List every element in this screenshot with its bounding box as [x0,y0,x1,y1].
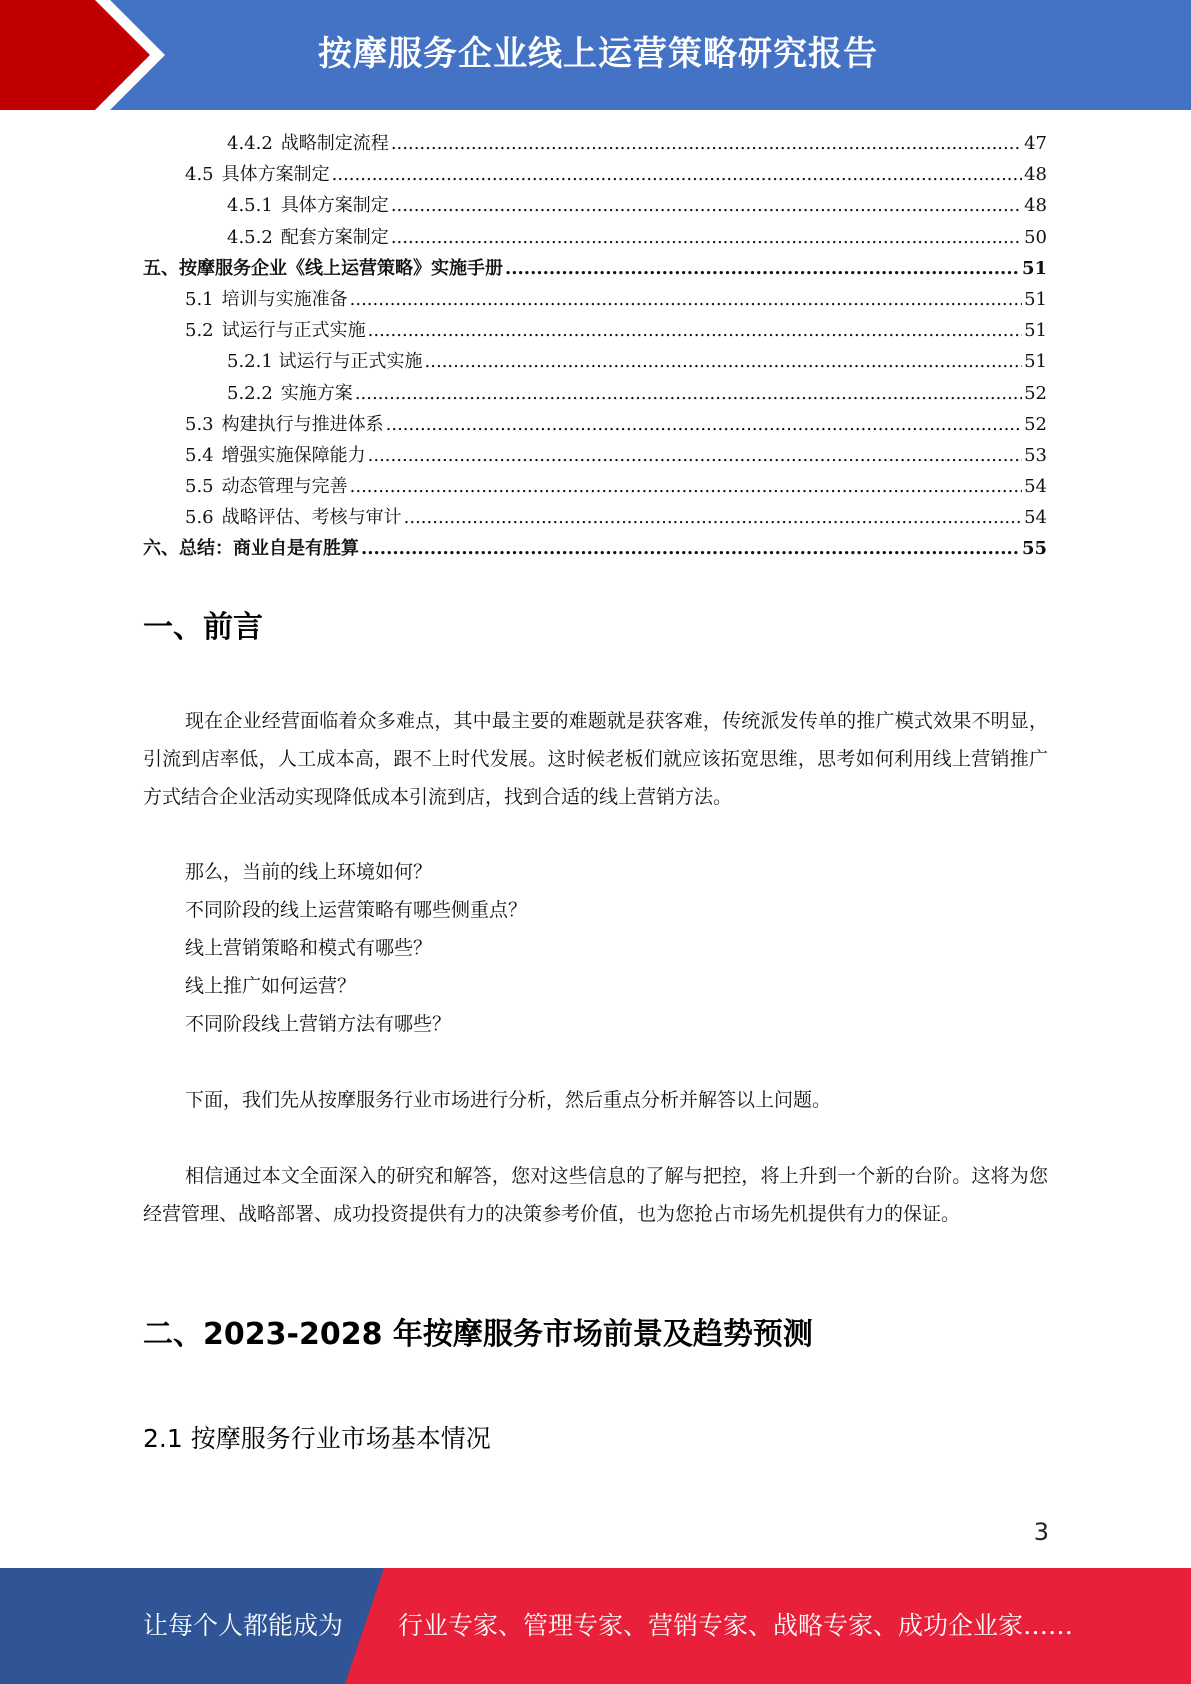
toc-page-number: 50 [1024,226,1047,248]
toc-entry-title: 5.2.1 试运行与正式实施 [227,351,423,373]
toc-entry-number: 4.5 [185,164,214,186]
toc-leader-dots [355,378,1022,409]
toc-entry[interactable] [143,253,1047,284]
toc-entry-title: 具体方案制定 [280,195,389,217]
table-of-contents [143,128,1047,565]
toc-entry-number: 5.2.2 [227,382,273,404]
toc-entry-number: 4.5.2 [227,226,273,248]
page-footer [0,1568,1191,1684]
toc-page-number: 47 [1024,133,1047,154]
toc-entry-title: 实施方案 [280,382,353,404]
toc-page-number: 54 [1024,507,1047,529]
toc-leader-dots [361,533,1020,564]
toc-entry[interactable] [143,346,1047,377]
question-item: 不同阶段线上营销方法有哪些？ [185,1013,452,1035]
toc-entry-number: 5.5 [185,476,214,498]
toc-page-number: 55 [1021,538,1047,560]
toc-entry[interactable] [143,378,1047,409]
toc-leader-dots [368,440,1022,471]
toc-page-number: 53 [1024,444,1047,466]
toc-entry-title: 试运行与正式实施 [221,320,366,342]
toc-entry-title: 六、总结：商业自是有胜算 [143,538,359,560]
toc-page-number: 54 [1024,476,1047,498]
toc-leader-dots [505,253,1020,284]
toc-entry[interactable] [143,315,1047,346]
toc-leader-dots [391,128,1022,159]
question-item: 线上推广如何运营？ [185,975,357,997]
toc-leader-dots [332,159,1022,190]
toc-entry-title: 配套方案制定 [280,226,389,248]
page-header [0,0,1191,110]
toc-entry-number: 5.2 [185,320,214,342]
toc-entry-title: 具体方案制定 [221,164,330,186]
section-heading-intro: 一、前言 [143,610,263,645]
page-number: 3 [1033,1518,1049,1546]
report-title: 按摩服务企业线上运营策略研究报告 [318,34,878,74]
toc-entry-title: 构建执行与推进体系 [221,413,384,435]
toc-page-number: 51 [1024,351,1047,373]
question-item: 线上营销策略和模式有哪些？ [185,937,433,959]
toc-page-number: 52 [1024,382,1047,404]
toc-entry-number: 5.3 [185,413,214,435]
toc-leader-dots [391,222,1022,253]
toc-leader-dots [350,284,1022,315]
subsection-heading: 2.1 按摩服务行业市场基本情况 [143,1424,491,1453]
toc-entry-number: 4.5.1 [227,195,273,217]
toc-entry[interactable] [143,190,1047,221]
toc-entry-title: 五、按摩服务企业《线上运营策略》实施手册 [143,257,503,279]
toc-entry[interactable] [143,533,1047,564]
intro-paragraph-2: 下面，我们先从按摩服务行业市场进行分析，然后重点分析并解答以上问题。 [185,1089,832,1111]
toc-leader-dots [391,190,1022,221]
toc-entry-title: 战略制定流程 [280,133,389,154]
toc-entry[interactable] [143,409,1047,440]
toc-entry[interactable] [143,222,1047,253]
toc-page-number: 48 [1024,195,1047,217]
toc-page-number: 51 [1024,288,1047,310]
toc-page-number: 52 [1024,413,1047,435]
toc-leader-dots [404,502,1022,533]
toc-entry[interactable] [143,128,1047,159]
toc-entry[interactable] [143,284,1047,315]
toc-entry-number: 5.6 [185,507,214,529]
toc-leader-dots [386,409,1022,440]
question-item: 那么，当前的线上环境如何？ [185,861,433,883]
toc-page-number: 48 [1024,164,1047,186]
toc-leader-dots [425,346,1023,377]
toc-leader-dots [350,471,1022,502]
section-heading-market: 二、2023-2028 年按摩服务市场前景及趋势预测 [143,1317,813,1352]
toc-entry[interactable] [143,502,1047,533]
toc-entry[interactable] [143,471,1047,502]
toc-entry-number: 5.1 [185,288,214,310]
toc-page-number: 51 [1024,320,1047,342]
toc-leader-dots [368,315,1022,346]
intro-paragraph-3: 相信通过本文全面深入的研究和解答，您对这些信息的了解与把控，将上升到一个新的台阶。这将为您经营管理、战略部署、成功投资提供有力的决策参考价值，也为您抢占市场先机提供有力的保证。 [143,1165,1048,1225]
toc-entry-number: 5.4 [185,444,214,466]
toc-entry-title: 战略评估、考核与审计 [221,507,402,529]
toc-entry-title: 动态管理与完善 [221,476,348,498]
toc-page-number: 51 [1021,257,1047,279]
footer-slogan-left: 让每个人都能成为 [143,1611,344,1640]
question-item: 不同阶段的线上运营策略有哪些侧重点？ [185,899,528,921]
toc-entry-number: 4.4.2 [227,133,273,154]
toc-entry[interactable] [143,440,1047,471]
intro-paragraph-1: 现在企业经营面临着众多难点，其中最主要的难题就是获客难，传统派发传单的推广模式效果不明显，引流到店率低，人工成本高，跟不上时代发展。这时候老板们就应该拓宽思维，思考如何利用线上营销推广方式结合企业活动实现降低成本引流到店，找到合适的线上营销方法。 [143,710,1048,808]
footer-slogan-right: 行业专家、管理专家、营销专家、战略专家、成功企业家…… [398,1611,1074,1640]
toc-entry-title: 培训与实施准备 [221,288,348,310]
toc-entry[interactable] [143,159,1047,190]
question-list [185,853,527,1043]
toc-entry-title: 增强实施保障能力 [221,444,366,466]
